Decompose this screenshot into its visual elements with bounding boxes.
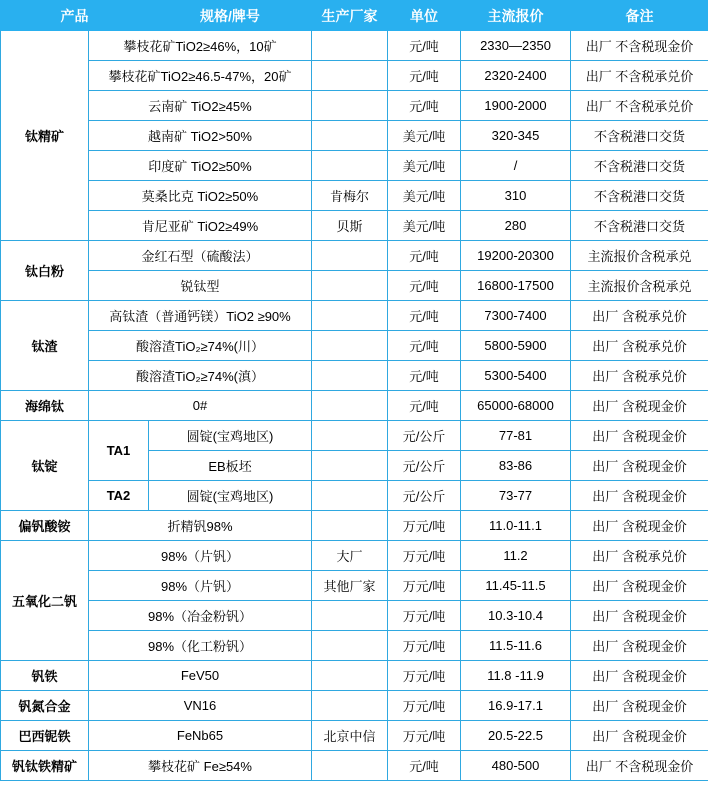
table-row	[1, 151, 708, 181]
maker-cell	[312, 391, 388, 421]
spec-cell: 攀枝花矿TiO2≥46%，10矿	[89, 31, 312, 61]
spec-cell: 圆锭(宝鸡地区)	[149, 481, 312, 511]
spec-cell: VN16	[89, 691, 312, 721]
note-cell: 出厂 含税现金价	[571, 571, 708, 601]
note-cell: 出厂 含税承兑价	[571, 331, 708, 361]
note-cell: 主流报价含税承兑	[571, 271, 708, 301]
price-cell: 73-77	[461, 481, 571, 511]
price-cell: 83-86	[461, 451, 571, 481]
maker-cell: 大厂	[312, 541, 388, 571]
unit-cell: 元/吨	[388, 91, 461, 121]
table-row	[1, 631, 708, 661]
table-body	[1, 31, 708, 781]
maker-cell	[312, 331, 388, 361]
table-row	[1, 511, 708, 541]
unit-cell: 元/吨	[388, 361, 461, 391]
table-row	[1, 601, 708, 631]
maker-cell	[312, 631, 388, 661]
product-cell: 钛白粉	[1, 241, 89, 301]
maker-cell	[312, 661, 388, 691]
product-cell: 巴西铌铁	[1, 721, 89, 751]
spec-cell: EB板坯	[149, 451, 312, 481]
spec-cell: 莫桑比克 TiO2≥50%	[89, 181, 312, 211]
header-row	[1, 1, 708, 31]
table-row	[1, 751, 708, 781]
product-cell: 钛精矿	[1, 31, 89, 241]
note-cell: 不含税港口交货	[571, 181, 708, 211]
table-row	[1, 541, 708, 571]
header-maker: 生产厂家	[312, 1, 388, 31]
price-cell: 10.3-10.4	[461, 601, 571, 631]
product-cell: 海绵钛	[1, 391, 89, 421]
maker-cell: 贝斯	[312, 211, 388, 241]
price-cell: 11.8 -11.9	[461, 661, 571, 691]
price-cell: 5800-5900	[461, 331, 571, 361]
unit-cell: 元/吨	[388, 61, 461, 91]
unit-cell: 元/吨	[388, 31, 461, 61]
note-cell: 出厂 含税现金价	[571, 421, 708, 451]
table-row	[1, 121, 708, 151]
unit-cell: 元/吨	[388, 301, 461, 331]
note-cell: 出厂 含税现金价	[571, 691, 708, 721]
spec-cell: 越南矿 TiO2>50%	[89, 121, 312, 151]
price-cell: 2330—2350	[461, 31, 571, 61]
maker-cell	[312, 421, 388, 451]
product-cell: 钒钛铁精矿	[1, 751, 89, 781]
price-cell: 65000-68000	[461, 391, 571, 421]
note-cell: 出厂 不含税承兑价	[571, 91, 708, 121]
maker-cell	[312, 151, 388, 181]
maker-cell	[312, 271, 388, 301]
spec-cell: 攀枝花矿TiO2≥46.5-47%，20矿	[89, 61, 312, 91]
table-row	[1, 331, 708, 361]
price-cell: 310	[461, 181, 571, 211]
table-row	[1, 421, 708, 451]
note-cell: 出厂 含税承兑价	[571, 301, 708, 331]
maker-cell	[312, 301, 388, 331]
spec-cell: 云南矿 TiO2≥45%	[89, 91, 312, 121]
table-row	[1, 361, 708, 391]
note-cell: 不含税港口交货	[571, 211, 708, 241]
table-row	[1, 271, 708, 301]
product-cell: 钛锭	[1, 421, 89, 511]
table-row	[1, 31, 708, 61]
header-price: 主流报价	[461, 1, 571, 31]
spec-cell: 98%（冶金粉钒）	[89, 601, 312, 631]
note-cell: 出厂 不含税承兑价	[571, 61, 708, 91]
table-row	[1, 391, 708, 421]
price-cell: 280	[461, 211, 571, 241]
unit-cell: 万元/吨	[388, 511, 461, 541]
unit-cell: 美元/吨	[388, 121, 461, 151]
header-unit: 单位	[388, 1, 461, 31]
maker-cell: 北京中信	[312, 721, 388, 751]
maker-cell	[312, 121, 388, 151]
maker-cell	[312, 601, 388, 631]
price-cell: /	[461, 151, 571, 181]
unit-cell: 万元/吨	[388, 661, 461, 691]
spec-cell: 攀枝花矿 Fe≥54%	[89, 751, 312, 781]
table-row	[1, 481, 708, 511]
header-product: 产品	[1, 1, 149, 31]
note-cell: 主流报价含税承兑	[571, 241, 708, 271]
spec-cell: 0#	[89, 391, 312, 421]
spec-cell: 98%（化工粉钒）	[89, 631, 312, 661]
spec-cell: 98%（片钒）	[89, 541, 312, 571]
price-cell: 2320-2400	[461, 61, 571, 91]
note-cell: 出厂 含税现金价	[571, 721, 708, 751]
table-header	[1, 1, 708, 31]
note-cell: 出厂 含税现金价	[571, 601, 708, 631]
note-cell: 出厂 含税现金价	[571, 481, 708, 511]
note-cell: 出厂 含税现金价	[571, 661, 708, 691]
maker-cell	[312, 751, 388, 781]
grade-cell: TA1	[89, 421, 149, 481]
spec-cell: 肯尼亚矿 TiO2≥49%	[89, 211, 312, 241]
table-row	[1, 301, 708, 331]
price-cell: 11.0-11.1	[461, 511, 571, 541]
spec-cell: 锐钛型	[89, 271, 312, 301]
unit-cell: 万元/吨	[388, 571, 461, 601]
note-cell: 出厂 含税现金价	[571, 451, 708, 481]
unit-cell: 元/吨	[388, 271, 461, 301]
note-cell: 出厂 含税承兑价	[571, 361, 708, 391]
price-cell: 5300-5400	[461, 361, 571, 391]
note-cell: 出厂 含税现金价	[571, 391, 708, 421]
table-row	[1, 61, 708, 91]
maker-cell	[312, 31, 388, 61]
maker-cell: 其他厂家	[312, 571, 388, 601]
product-cell: 偏钒酸铵	[1, 511, 89, 541]
note-cell: 出厂 含税承兑价	[571, 541, 708, 571]
unit-cell: 万元/吨	[388, 721, 461, 751]
table-row	[1, 241, 708, 271]
header-note: 备注	[571, 1, 708, 31]
maker-cell	[312, 61, 388, 91]
table-row	[1, 211, 708, 241]
header-spec: 规格/牌号	[149, 1, 312, 31]
price-cell: 20.5-22.5	[461, 721, 571, 751]
note-cell: 不含税港口交货	[571, 121, 708, 151]
table-row	[1, 721, 708, 751]
maker-cell	[312, 361, 388, 391]
price-cell: 11.5-11.6	[461, 631, 571, 661]
unit-cell: 元/吨	[388, 331, 461, 361]
maker-cell: 肯梅尔	[312, 181, 388, 211]
price-cell: 16.9-17.1	[461, 691, 571, 721]
table-row	[1, 691, 708, 721]
unit-cell: 元/公斤	[388, 421, 461, 451]
price-cell: 16800-17500	[461, 271, 571, 301]
unit-cell: 万元/吨	[388, 631, 461, 661]
spec-cell: FeV50	[89, 661, 312, 691]
price-cell: 1900-2000	[461, 91, 571, 121]
maker-cell	[312, 241, 388, 271]
price-cell: 480-500	[461, 751, 571, 781]
spec-cell: 折精钒98%	[89, 511, 312, 541]
product-cell: 钛渣	[1, 301, 89, 391]
unit-cell: 美元/吨	[388, 211, 461, 241]
table-row	[1, 661, 708, 691]
maker-cell	[312, 511, 388, 541]
table-row	[1, 181, 708, 211]
unit-cell: 万元/吨	[388, 541, 461, 571]
spec-cell: FeNb65	[89, 721, 312, 751]
maker-cell	[312, 451, 388, 481]
price-cell: 11.2	[461, 541, 571, 571]
grade-cell: TA2	[89, 481, 149, 511]
product-cell: 钒氮合金	[1, 691, 89, 721]
unit-cell: 美元/吨	[388, 151, 461, 181]
price-cell: 19200-20300	[461, 241, 571, 271]
spec-cell: 高钛渣（普通钙镁）TiO2 ≥90%	[89, 301, 312, 331]
spec-cell: 98%（片钒）	[89, 571, 312, 601]
unit-cell: 元/吨	[388, 391, 461, 421]
price-cell: 7300-7400	[461, 301, 571, 331]
maker-cell	[312, 481, 388, 511]
table-row	[1, 91, 708, 121]
note-cell: 出厂 含税现金价	[571, 511, 708, 541]
price-cell: 77-81	[461, 421, 571, 451]
note-cell: 出厂 含税现金价	[571, 631, 708, 661]
unit-cell: 万元/吨	[388, 691, 461, 721]
unit-cell: 元/吨	[388, 751, 461, 781]
unit-cell: 万元/吨	[388, 601, 461, 631]
product-cell: 钒铁	[1, 661, 89, 691]
unit-cell: 美元/吨	[388, 181, 461, 211]
note-cell: 出厂 不含税现金价	[571, 31, 708, 61]
product-cell: 五氧化二钒	[1, 541, 89, 661]
spec-cell: 酸溶渣TiO₂≥74%(滇）	[89, 361, 312, 391]
maker-cell	[312, 691, 388, 721]
price-cell: 11.45-11.5	[461, 571, 571, 601]
price-cell: 320-345	[461, 121, 571, 151]
note-cell: 出厂 不含税现金价	[571, 751, 708, 781]
spec-cell: 印度矿 TiO2≥50%	[89, 151, 312, 181]
unit-cell: 元/公斤	[388, 481, 461, 511]
maker-cell	[312, 91, 388, 121]
spec-cell: 酸溶渣TiO₂≥74%(川）	[89, 331, 312, 361]
spec-cell: 金红石型（硫酸法）	[89, 241, 312, 271]
unit-cell: 元/吨	[388, 241, 461, 271]
spec-cell: 圆锭(宝鸡地区)	[149, 421, 312, 451]
table-row	[1, 571, 708, 601]
unit-cell: 元/公斤	[388, 451, 461, 481]
note-cell: 不含税港口交货	[571, 151, 708, 181]
